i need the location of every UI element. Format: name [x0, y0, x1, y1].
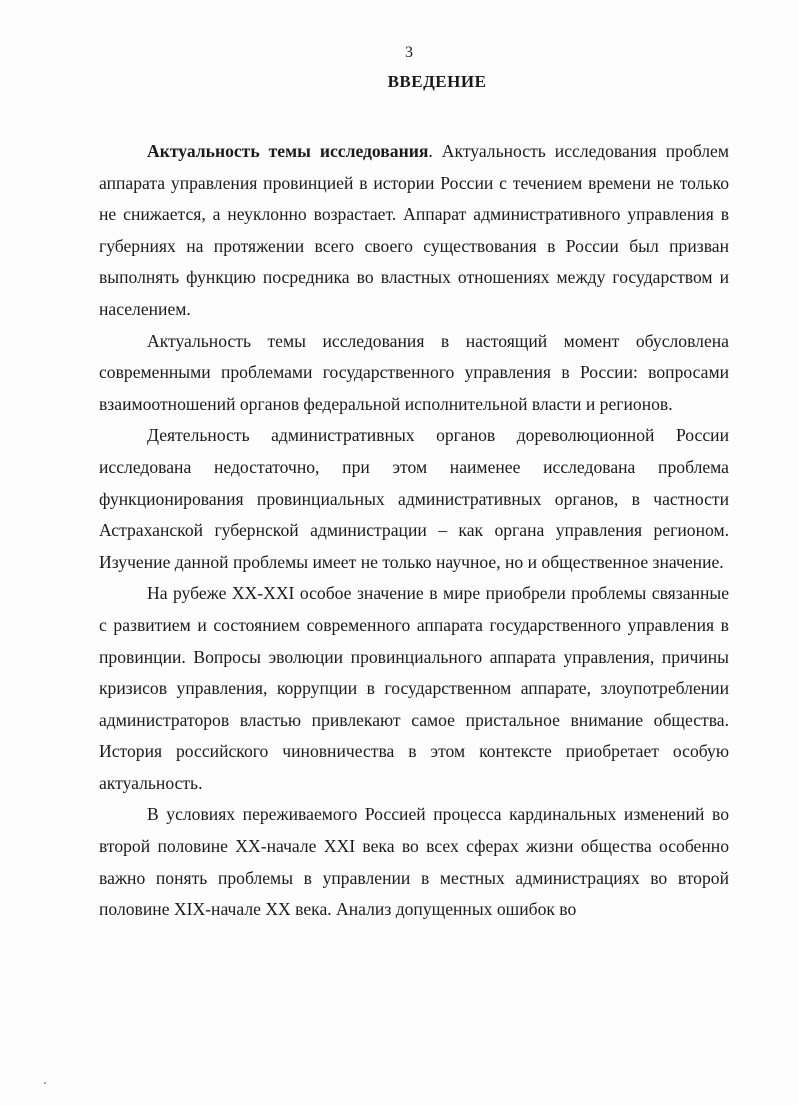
paragraph-lead: Актуальность темы исследования — [147, 141, 429, 161]
section-heading: ВВЕДЕНИЕ — [387, 72, 487, 91]
paragraph-4: На рубеже XX-XXI особое значение в мире приобрели проблемы связанные с развитием и состоянием современного аппарата государственного управления в провинции. Вопросы эволюции провинциального аппарата управления, причины кризисов управления, коррупции в государственном аппарате, злоупотреблении администраторов властью привлекают самое пристальное внимание общества. История российского чиновничества в этом контексте приобретает особую актуальность. — [99, 583, 729, 793]
paragraph-5: В условиях переживаемого Россией процесса кардинальных изменений во второй половине XX-начале XXI века во всех сферах жизни общества особенно важно понять проблемы в управлении в местных администрациях во второй половине XIX-начале XX века. Анализ допущенных ошибок во — [99, 804, 729, 920]
page-number: 3 — [405, 44, 413, 61]
paragraph-2: Актуальность темы исследования в настоящий момент обусловлена современными проблемами государственного управления в России: вопросами взаимоотношений органов федеральной исполнительной власти и регионов. — [99, 330, 729, 414]
paragraph-1 — [99, 136, 729, 326]
paragraph-text: . Актуальность исследования проблем аппарата управления провинцией в истории России с течением времени не только не снижается, а неуклонно возрастает. Аппарат административного управления в губерниях на протяжении всего своего существования в России был призван выполнять функцию посредника во властных отношениях между государством и населением. — [99, 141, 729, 319]
body-text — [99, 136, 729, 926]
paragraph-3: Деятельность административных органов дореволюционной России исследована недостаточно, при этом наименее исследована проблема функционирования провинциальных административных органов, в частности Астраханской губернской администрации – как органа управления регионом. Изучение данной проблемы имеет не только научное, но и общественное значение. — [99, 425, 729, 572]
scan-speck — [44, 1082, 46, 1084]
